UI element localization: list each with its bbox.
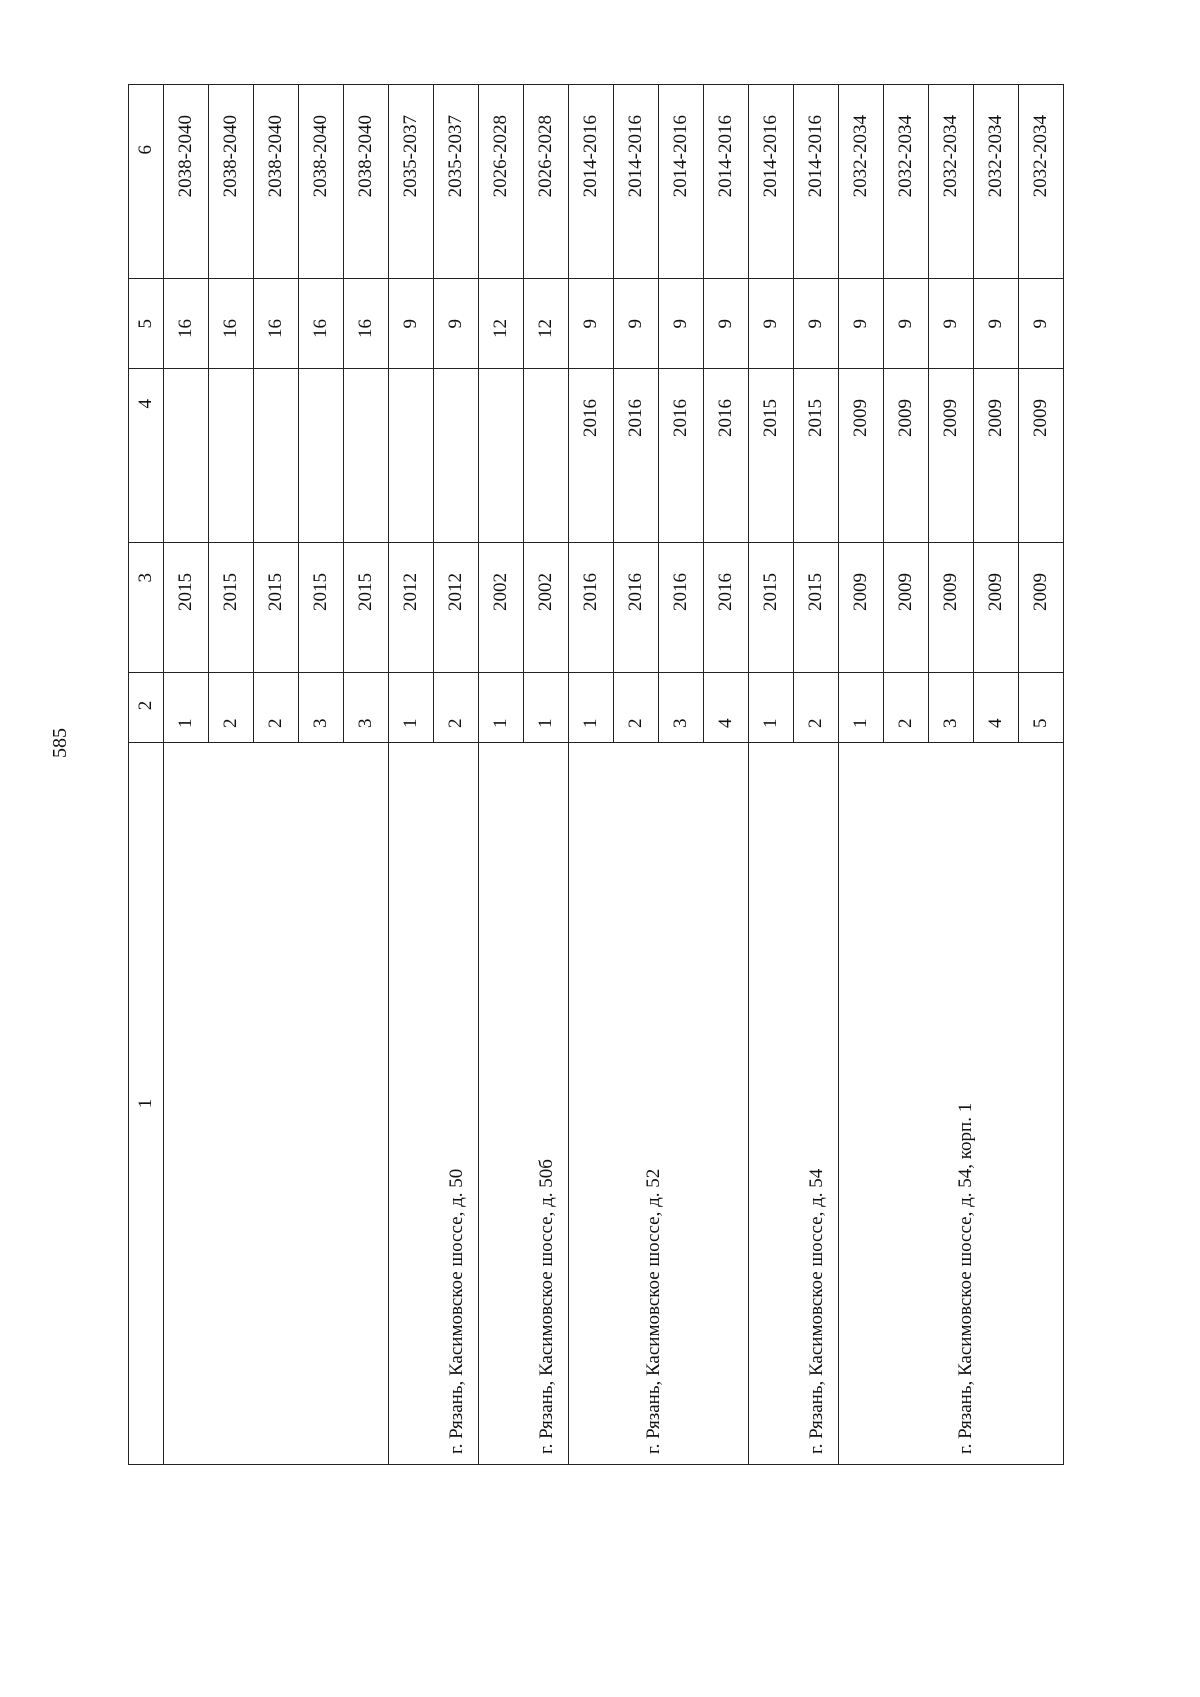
cell-col-2: 4 [974, 673, 1019, 743]
cell-col-5: 9 [929, 279, 974, 369]
table-row [569, 85, 614, 1465]
cell-col-3: 2016 [614, 543, 659, 673]
cell-col-6: 2035-2037 [434, 85, 479, 279]
cell-col-4: 2016 [569, 369, 614, 543]
cell-col-5: 16 [344, 279, 389, 369]
cell-col-3: 2015 [254, 543, 299, 673]
cell-col-2: 2 [254, 673, 299, 743]
cell-col-3: 2012 [389, 543, 434, 673]
cell-col-3: 2009 [884, 543, 929, 673]
table-row [749, 85, 794, 1465]
cell-col-3: 2016 [659, 543, 704, 673]
housing-repair-table [128, 84, 1064, 1465]
cell-col-5: 9 [704, 279, 749, 369]
cell-col-5: 9 [569, 279, 614, 369]
cell-col-2: 1 [749, 673, 794, 743]
cell-col-3: 2015 [749, 543, 794, 673]
cell-col-4: 2009 [884, 369, 929, 543]
cell-col-5: 9 [794, 279, 839, 369]
cell-col-3: 2015 [794, 543, 839, 673]
cell-col-3: 2015 [299, 543, 344, 673]
cell-col-3: 2012 [434, 543, 479, 673]
cell-col-6: 2032-2034 [1019, 85, 1064, 279]
cell-col-2: 3 [659, 673, 704, 743]
cell-col-6: 2014-2016 [614, 85, 659, 279]
cell-col-4: 2015 [794, 369, 839, 543]
cell-col-4 [479, 369, 524, 543]
cell-col-5: 9 [659, 279, 704, 369]
cell-col-3: 2015 [344, 543, 389, 673]
address-cell [164, 743, 389, 1465]
header-col-3: 3 [129, 543, 164, 673]
cell-col-4 [524, 369, 569, 543]
cell-col-4 [299, 369, 344, 543]
cell-col-2: 1 [164, 673, 209, 743]
cell-col-4: 2016 [704, 369, 749, 543]
cell-col-3: 2016 [704, 543, 749, 673]
cell-col-4 [389, 369, 434, 543]
cell-col-2: 1 [524, 673, 569, 743]
header-row [129, 85, 164, 1465]
address-cell: г. Рязань, Касимовское шоссе, д. 54 [749, 743, 839, 1465]
address-cell: г. Рязань, Касимовское шоссе, д. 50б [479, 743, 569, 1465]
header-col-6: 6 [129, 85, 164, 279]
cell-col-6: 2014-2016 [659, 85, 704, 279]
cell-col-2: 2 [884, 673, 929, 743]
cell-col-3: 2015 [164, 543, 209, 673]
cell-col-5: 16 [254, 279, 299, 369]
cell-col-3: 2016 [569, 543, 614, 673]
cell-col-6: 2032-2034 [929, 85, 974, 279]
table-row [164, 85, 209, 1465]
cell-col-4 [209, 369, 254, 543]
cell-col-5: 12 [479, 279, 524, 369]
cell-col-6: 2038-2040 [209, 85, 254, 279]
cell-col-2: 5 [1019, 673, 1064, 743]
cell-col-4: 2009 [929, 369, 974, 543]
cell-col-2: 2 [614, 673, 659, 743]
table-row [479, 85, 524, 1465]
header-col-5: 5 [129, 279, 164, 369]
cell-col-2: 4 [704, 673, 749, 743]
cell-col-2: 1 [839, 673, 884, 743]
cell-col-4: 2016 [614, 369, 659, 543]
cell-col-2: 2 [434, 673, 479, 743]
address-cell: г. Рязань, Касимовское шоссе, д. 54, корп. 1 [839, 743, 1064, 1465]
cell-col-5: 9 [749, 279, 794, 369]
cell-col-6: 2032-2034 [884, 85, 929, 279]
cell-col-5: 16 [164, 279, 209, 369]
cell-col-5: 16 [209, 279, 254, 369]
cell-col-5: 16 [299, 279, 344, 369]
table-row [389, 85, 434, 1465]
cell-col-3: 2009 [839, 543, 884, 673]
cell-col-3: 2015 [209, 543, 254, 673]
cell-col-4: 2009 [974, 369, 1019, 543]
cell-col-4: 2015 [749, 369, 794, 543]
cell-col-5: 9 [884, 279, 929, 369]
cell-col-6: 2032-2034 [839, 85, 884, 279]
cell-col-3: 2002 [479, 543, 524, 673]
cell-col-6: 2038-2040 [254, 85, 299, 279]
cell-col-6: 2014-2016 [704, 85, 749, 279]
cell-col-6: 2038-2040 [344, 85, 389, 279]
cell-col-6: 2038-2040 [164, 85, 209, 279]
cell-col-6: 2014-2016 [569, 85, 614, 279]
cell-col-5: 12 [524, 279, 569, 369]
header-col-1: 1 [129, 743, 164, 1465]
cell-col-5: 9 [614, 279, 659, 369]
cell-col-5: 9 [389, 279, 434, 369]
cell-col-2: 2 [794, 673, 839, 743]
cell-col-4: 2016 [659, 369, 704, 543]
page-number: 585 [49, 728, 71, 758]
cell-col-3: 2009 [974, 543, 1019, 673]
cell-col-4 [434, 369, 479, 543]
cell-col-3: 2009 [929, 543, 974, 673]
cell-col-3: 2009 [1019, 543, 1064, 673]
cell-col-4 [344, 369, 389, 543]
cell-col-6: 2035-2037 [389, 85, 434, 279]
address-cell: г. Рязань, Касимовское шоссе, д. 52 [569, 743, 749, 1465]
cell-col-4: 2009 [1019, 369, 1064, 543]
cell-col-2: 2 [209, 673, 254, 743]
header-col-4: 4 [129, 369, 164, 543]
cell-col-5: 9 [434, 279, 479, 369]
table-row [839, 85, 884, 1465]
cell-col-2: 1 [389, 673, 434, 743]
address-cell: г. Рязань, Касимовское шоссе, д. 50 [389, 743, 479, 1465]
cell-col-6: 2026-2028 [524, 85, 569, 279]
cell-col-4 [164, 369, 209, 543]
cell-col-5: 9 [839, 279, 884, 369]
housing-table-wrapper [128, 85, 1056, 1465]
cell-col-4: 2009 [839, 369, 884, 543]
cell-col-5: 9 [974, 279, 1019, 369]
cell-col-6: 2032-2034 [974, 85, 1019, 279]
cell-col-6: 2014-2016 [794, 85, 839, 279]
cell-col-4 [254, 369, 299, 543]
header-col-2: 2 [129, 673, 164, 743]
cell-col-2: 1 [479, 673, 524, 743]
cell-col-2: 1 [569, 673, 614, 743]
cell-col-6: 2014-2016 [749, 85, 794, 279]
cell-col-6: 2026-2028 [479, 85, 524, 279]
cell-col-2: 3 [299, 673, 344, 743]
cell-col-5: 9 [1019, 279, 1064, 369]
cell-col-2: 3 [344, 673, 389, 743]
cell-col-6: 2038-2040 [299, 85, 344, 279]
cell-col-2: 3 [929, 673, 974, 743]
cell-col-3: 2002 [524, 543, 569, 673]
